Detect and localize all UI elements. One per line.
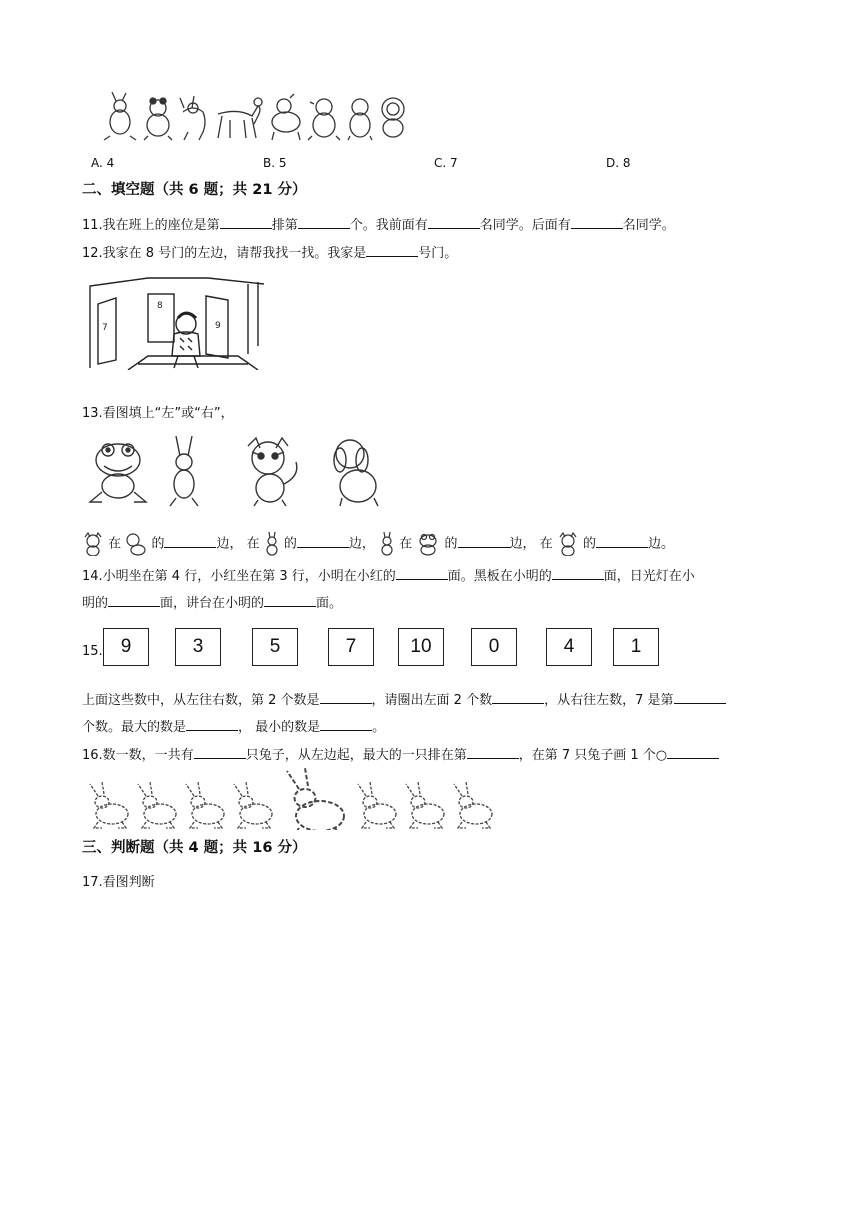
frog-icon bbox=[416, 532, 440, 556]
answer-blank[interactable] bbox=[108, 594, 160, 607]
q11-text: 排第 bbox=[271, 218, 298, 233]
answer-blank[interactable] bbox=[571, 216, 623, 229]
q11-text: 11.我在班上的座位是第 bbox=[82, 218, 220, 233]
question-14-line-1 bbox=[82, 567, 695, 586]
q13-text: 边， bbox=[509, 536, 536, 552]
number-box[interactable]: 5 bbox=[252, 628, 298, 666]
q13-text: 的 bbox=[151, 536, 165, 552]
q12-text: 号门。 bbox=[418, 246, 458, 261]
question-12 bbox=[82, 244, 457, 263]
answer-blank[interactable] bbox=[596, 535, 648, 548]
number-box[interactable]: 7 bbox=[328, 628, 374, 666]
question-16 bbox=[82, 746, 719, 765]
question-13-sentence bbox=[82, 532, 674, 556]
question-17: 17.看图判断 bbox=[82, 875, 155, 890]
q14-text: 面。 bbox=[316, 596, 343, 611]
cat-icon bbox=[82, 532, 104, 556]
q11-text: 名同学。 bbox=[622, 218, 675, 233]
q13-text: 的 bbox=[582, 536, 596, 552]
answer-blank[interactable] bbox=[264, 594, 316, 607]
answer-blank[interactable] bbox=[186, 718, 238, 731]
q13-text: 在 bbox=[539, 536, 553, 552]
question-11 bbox=[82, 216, 675, 235]
number-box[interactable]: 10 bbox=[398, 628, 444, 666]
section-3-heading: 三、判断题（共 4 题；共 16 分） bbox=[82, 840, 307, 856]
answer-blank[interactable] bbox=[320, 691, 372, 704]
question-13-title: 13.看图填上“左”或“右”， bbox=[82, 406, 234, 421]
q13-text: 的 bbox=[444, 536, 458, 552]
q16-text: 只兔子，从左边起，最大的一只排在第 bbox=[245, 748, 467, 763]
question-15-line-1 bbox=[82, 691, 726, 710]
door-number: 9 bbox=[215, 321, 221, 331]
door-number: 7 bbox=[102, 323, 108, 333]
question-15-line-2 bbox=[82, 718, 385, 737]
q15-text: 。 bbox=[372, 720, 386, 735]
q12-text: 12.我家在 8 号门的左边，请帮我找一找。我家是 bbox=[82, 246, 367, 261]
option-d[interactable]: D. 8 bbox=[606, 156, 631, 170]
q14-text: 明的 bbox=[82, 596, 109, 611]
dog-icon bbox=[125, 532, 147, 556]
q15-text: 上面这些数中，从左往右数，第 2 个数是 bbox=[82, 693, 320, 708]
answer-blank[interactable] bbox=[552, 567, 604, 580]
q14-text: 面。黑板在小明的 bbox=[447, 569, 552, 584]
q15-text: ， 最小的数是 bbox=[238, 720, 321, 735]
option-c[interactable]: C. 7 bbox=[434, 156, 458, 170]
answer-blank[interactable] bbox=[320, 718, 372, 731]
q16-text: ，在第 7 只兔子画 1 个○ bbox=[518, 748, 668, 763]
answer-blank[interactable] bbox=[428, 216, 480, 229]
q14-text: 面，讲台在小明的 bbox=[160, 596, 265, 611]
rabbit-icon bbox=[379, 532, 395, 556]
q13-text: 的 bbox=[283, 536, 297, 552]
answer-blank[interactable] bbox=[298, 216, 350, 229]
door-number: 8 bbox=[157, 301, 163, 311]
rabbit-icon bbox=[264, 532, 280, 556]
answer-blank[interactable] bbox=[458, 535, 510, 548]
q16-rabbits-image bbox=[88, 768, 500, 830]
number-box[interactable]: 9 bbox=[103, 628, 149, 666]
answer-blank[interactable] bbox=[194, 746, 246, 759]
section-2-heading: 二、填空题（共 6 题；共 21 分） bbox=[82, 182, 307, 198]
answer-blank[interactable] bbox=[366, 244, 418, 257]
number-box[interactable]: 4 bbox=[546, 628, 592, 666]
q12-doors-image bbox=[88, 276, 266, 370]
number-box[interactable]: 1 bbox=[613, 628, 659, 666]
number-box[interactable]: 0 bbox=[471, 628, 517, 666]
q14-text: 14.小明坐在第 4 行，小红坐在第 3 行，小明在小红的 bbox=[82, 569, 396, 584]
q10-animals-image bbox=[98, 92, 410, 142]
q13-text: 在 bbox=[246, 536, 260, 552]
q14-text: 面，日光灯在小 bbox=[603, 569, 695, 584]
answer-blank[interactable] bbox=[667, 746, 719, 759]
q13-text: 边， bbox=[348, 536, 375, 552]
q13-text: 边。 bbox=[648, 536, 675, 552]
question-15-label: 15. bbox=[82, 644, 103, 659]
option-a[interactable]: A. 4 bbox=[91, 156, 115, 170]
q13-text: 在 bbox=[108, 536, 122, 552]
answer-blank[interactable] bbox=[396, 567, 448, 580]
answer-blank[interactable] bbox=[467, 746, 519, 759]
q15-text: ，请圈出左面 2 个数 bbox=[371, 693, 493, 708]
number-box[interactable]: 3 bbox=[175, 628, 221, 666]
answer-blank[interactable] bbox=[674, 691, 726, 704]
q13-text: 边， bbox=[216, 536, 243, 552]
q15-text: ，从右往左数，7 是第 bbox=[544, 693, 674, 708]
q11-text: 名同学。后面有 bbox=[479, 218, 571, 233]
q13-animals-image bbox=[88, 436, 393, 510]
q11-text: 个。我前面有 bbox=[349, 218, 428, 233]
cat-icon bbox=[557, 532, 579, 556]
question-14-line-2 bbox=[82, 594, 342, 613]
answer-blank[interactable] bbox=[220, 216, 272, 229]
option-b[interactable]: B. 5 bbox=[263, 156, 287, 170]
q16-text: 16.数一数，一共有 bbox=[82, 748, 194, 763]
q15-text: 个数。最大的数是 bbox=[82, 720, 187, 735]
answer-blank[interactable] bbox=[492, 691, 544, 704]
answer-blank[interactable] bbox=[297, 535, 349, 548]
q13-text: 在 bbox=[399, 536, 413, 552]
answer-blank[interactable] bbox=[164, 535, 216, 548]
